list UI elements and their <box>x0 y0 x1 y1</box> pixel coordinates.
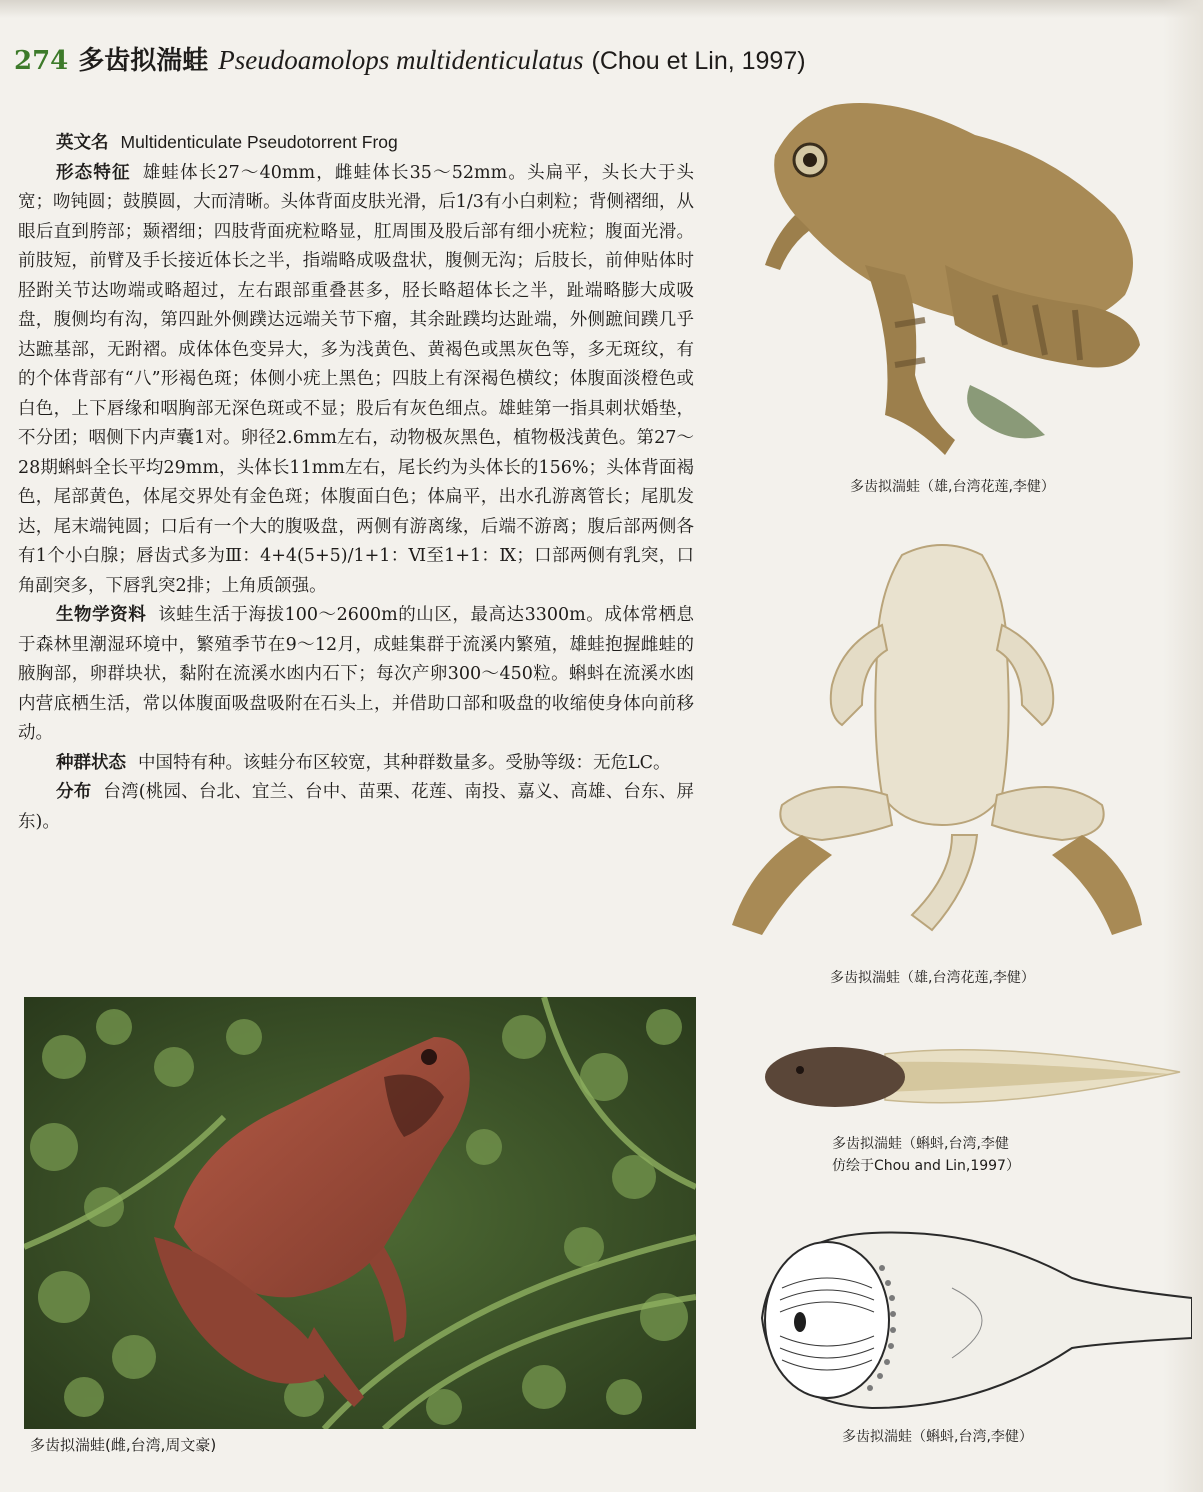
frog-ventral-illustration <box>712 535 1152 955</box>
english-name-label: 英文名 <box>56 133 109 153</box>
tadpole-illustration <box>760 1032 1190 1122</box>
biology-label: 生物学资料 <box>56 605 147 625</box>
morphology-label: 形态特征 <box>56 162 131 183</box>
frog-photo <box>24 997 696 1429</box>
tadpole-mouth-caption: 多齿拟湍蛙（蝌蚪,台湾,李健） <box>842 1429 1033 1445</box>
frog-dorsal-image <box>755 95 1155 465</box>
species-description <box>18 128 694 837</box>
frog-dorsal-illustration <box>755 95 1155 465</box>
species-author: (Chou et Lin, 1997) <box>591 47 806 75</box>
status-paragraph <box>18 749 694 779</box>
status-text: 中国特有种。该蛙分布区较宽，其种群数量多。受胁等级：无危LC。 <box>138 752 671 773</box>
frog-dorsal-caption: 多齿拟湍蛙（雄,台湾花莲,李健） <box>850 479 1055 495</box>
species-scientific-name: Pseudoamolops multidenticulatus <box>218 45 584 75</box>
frog-photo-image <box>24 997 696 1429</box>
tadpole-mouth-image <box>752 1228 1192 1413</box>
photo-caption: 多齿拟湍蛙(雌,台湾,周文豪) <box>30 1436 217 1454</box>
english-name-paragraph <box>18 128 694 159</box>
status-label: 种群状态 <box>56 752 126 773</box>
morphology-paragraph <box>18 159 694 602</box>
distribution-text: 台湾(桃园、台北、宜兰、台中、苗栗、花莲、南投、嘉义、高雄、台东、屏东)。 <box>18 782 695 832</box>
frog-ventral-caption: 多齿拟湍蛙（雄,台湾花莲,李健） <box>830 970 1035 986</box>
tadpole-caption-line2: 仿绘于Chou and Lin,1997） <box>832 1158 1020 1174</box>
species-chinese-name: 多齿拟湍蛙 <box>78 46 209 76</box>
species-heading <box>14 40 874 80</box>
english-name-text: Multidenticulate Pseudotorrent Frog <box>120 132 398 152</box>
biology-text: 该蛙生活于海拔100～2600m的山区，最高达3300m。成体常栖息于森林里潮湿环境中，繁殖季节在9～12月，成蛙集群于流溪内繁殖，雄蛙抱握雌蛙的腋胸部，卵群块状，黏附在流溪水凼内石下；每次产卵300～450粒。蝌蚪在流溪水凼内营底栖生活，常以体腹面吸盘吸附在石头上，并借助口部和吸盘的收缩使身体向前移动。 <box>18 605 695 743</box>
tadpole-image <box>760 1032 1190 1122</box>
tadpole-caption-line1: 多齿拟湍蛙（蝌蚪,台湾,李健 <box>832 1136 1009 1152</box>
distribution-paragraph <box>18 778 694 837</box>
frog-ventral-image <box>712 535 1152 955</box>
biology-paragraph <box>18 601 694 749</box>
species-number: 274 <box>14 46 69 76</box>
tadpole-mouth-illustration <box>752 1228 1192 1413</box>
page-top-shadow <box>0 0 1203 18</box>
distribution-label: 分布 <box>56 782 92 802</box>
morphology-text: 雄蛙体长27～40mm，雌蛙体长35～52mm。头扁平，头长大于头宽；吻钝圆；鼓膜圆，大而清晰。头体背面皮肤光滑，后1/3有小白刺粒；背侧褶细，从眼后直到胯部；颞褶细；四肢背面疣粒略显，肛周围及股后部有细小疣粒；腹面光滑。前肢短，前臂及手长接近体长之半，指端略成吸盘状，腹侧无沟；后肢长，前伸贴体时胫跗关节达吻端或略超过，左右跟部重叠甚多，胫长略超体长之半，趾端略膨大成吸盘，腹侧均有沟，第四趾外侧蹼达远端关节下瘤，其余趾蹼均达趾端，外侧蹠间蹼几乎达蹠基部，无跗褶。成体体色变异大，多为浅黄色、黄褐色或黑灰色等，多无斑纹，有的个体背部有“八”形褐色斑；体侧小疣上黑色；四肢上有深褐色横纹；体腹面淡橙色或白色，上下唇缘和咽胸部无深色斑或不显；股后有灰色细点。雄蛙第一指具刺状婚垫，不分团；咽侧下内声囊1对。卵径2.6mm左右，动物极灰黑色，植物极浅黄色。第27～28期蝌蚪全长平均29mm，头体长11mm左右，尾长约为头体长的156%；头体背面褐色，尾部黄色，体尾交界处有金色斑；体腹面白色；体扁平，出水孔游离管长；尾肌发达，尾末端钝圆；口后有一个大的腹吸盘，两侧有游离缘，后端不游离；腹后部两侧各有1个小白腺；唇齿式多为Ⅲ：4+4(5+5)/1+1：Ⅵ至1+1：Ⅸ；口部两侧有乳突，口角副突多，下唇乳突2排；上角质颌强。 <box>18 162 695 596</box>
